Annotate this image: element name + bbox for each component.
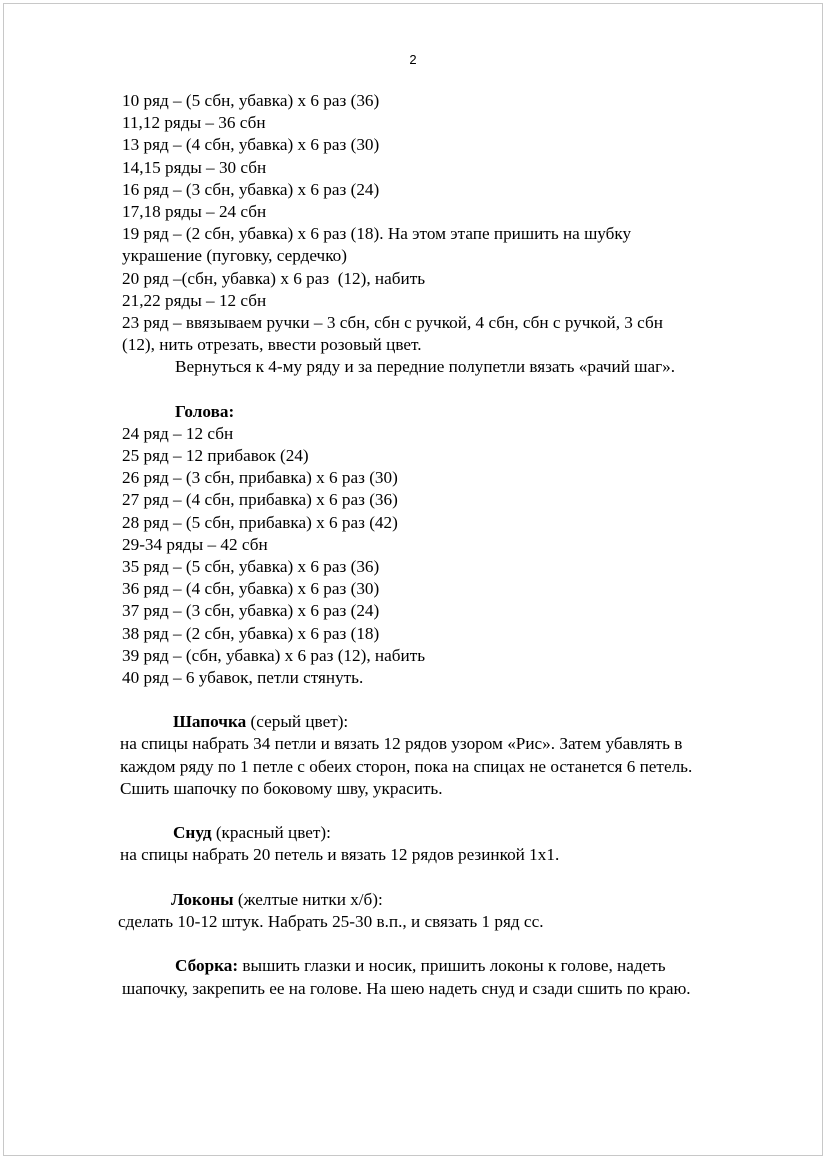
curls-note: (желтые нитки х/б): — [233, 889, 383, 909]
curls-title: Локоны — [171, 889, 234, 909]
curls-heading — [118, 889, 802, 911]
row-line: 13 ряд – (4 сбн, убавка) х 6 раз (30) — [122, 135, 380, 155]
row-line: 37 ряд – (3 сбн, убавка) х 6 раз (24) — [122, 601, 380, 621]
row-line: 26 ряд – (3 сбн, прибавка) х 6 раз (30) — [122, 468, 398, 488]
snood-section — [120, 822, 802, 866]
row-line: 39 ряд – (сбн, убавка) х 6 раз (12), набить — [122, 645, 426, 665]
row-line: 14,15 ряды – 30 сбн — [122, 157, 267, 177]
row-line: 16 ряд – (3 сбн, убавка) х 6 раз (24) — [122, 179, 380, 199]
assembly-title: Сборка: — [175, 956, 239, 976]
hat-line: на спицы набрать 34 петли и вязать 12 рядов узором «Рис». Затем убавлять в — [120, 734, 683, 754]
row-line: 27 ряд – (4 сбн, прибавка) х 6 раз (36) — [122, 490, 398, 510]
document-content — [118, 90, 802, 1000]
row-line: 11,12 ряды – 36 сбн — [122, 113, 266, 133]
head-title: Голова: — [175, 401, 235, 421]
hat-line: каждом ряду по 1 петле с обеих сторон, пока на спицах не останется 6 петель. — [120, 756, 693, 776]
row-line: 38 ряд – (2 сбн, убавка) х 6 раз (18) — [122, 623, 380, 643]
snood-title: Снуд — [173, 823, 212, 843]
head-section — [122, 401, 802, 689]
row-line: 36 ряд – (4 сбн, убавка) х 6 раз (30) — [122, 579, 380, 599]
row-line: 40 ряд – 6 убавок, петли стянуть. — [122, 667, 364, 687]
hat-title: Шапочка — [173, 712, 247, 732]
assembly-first-line: вышить глазки и носик, пришить локоны к голове, надеть — [238, 956, 666, 976]
assembly-section — [122, 955, 802, 999]
page-number: 2 — [409, 52, 417, 67]
body-note: Вернуться к 4-му ряду и за передние полупетли вязать «рачий шаг». — [175, 357, 676, 377]
row-line: 10 ряд – (5 сбн, убавка) х 6 раз (36) — [122, 91, 380, 110]
row-line: 25 ряд – 12 прибавок (24) — [122, 446, 309, 465]
snood-heading — [120, 822, 802, 844]
row-line: 17,18 ряды – 24 сбн — [122, 201, 267, 221]
row-line: (12), нить отрезать, ввести розовый цвет. — [122, 335, 422, 355]
row-line: 21,22 ряды – 12 сбн — [122, 290, 267, 310]
snood-note: (красный цвет): — [211, 823, 331, 843]
row-line: украшение (пуговку, сердечко) — [122, 246, 347, 266]
assembly-line: шапочку, закрепить ее на голове. На шею надеть снуд и сзади сшить по краю. — [122, 978, 691, 998]
hat-heading — [120, 711, 802, 733]
curls-section — [118, 889, 802, 933]
row-line: 24 ряд – 12 сбн — [122, 423, 234, 443]
curls-line: сделать 10-12 штук. Набрать 25-30 в.п., и связать 1 ряд сс. — [118, 911, 544, 931]
assembly-heading — [122, 955, 802, 977]
hat-note: (серый цвет): — [246, 712, 349, 732]
row-line: 35 ряд – (5 сбн, убавка) х 6 раз (36) — [122, 556, 380, 576]
hat-line: Сшить шапочку по боковому шву, украсить. — [120, 778, 443, 798]
row-line: 20 ряд –(сбн, убавка) х 6 раз (12), набить — [122, 268, 426, 288]
hat-section — [120, 711, 802, 800]
row-line: 28 ряд – (5 сбн, прибавка) х 6 раз (42) — [122, 512, 398, 532]
document-page — [3, 3, 823, 1156]
row-line: 23 ряд – ввязываем ручки – 3 сбн, сбн с ручкой, 4 сбн, сбн с ручкой, 3 сбн — [122, 312, 663, 332]
body-rows — [122, 90, 802, 378]
snood-line: на спицы набрать 20 петель и вязать 12 рядов резинкой 1х1. — [120, 845, 560, 865]
row-line: 29-34 ряды – 42 сбн — [122, 534, 268, 554]
row-line: 19 ряд – (2 сбн, убавка) х 6 раз (18). На этом этапе пришить на шубку — [122, 224, 632, 244]
